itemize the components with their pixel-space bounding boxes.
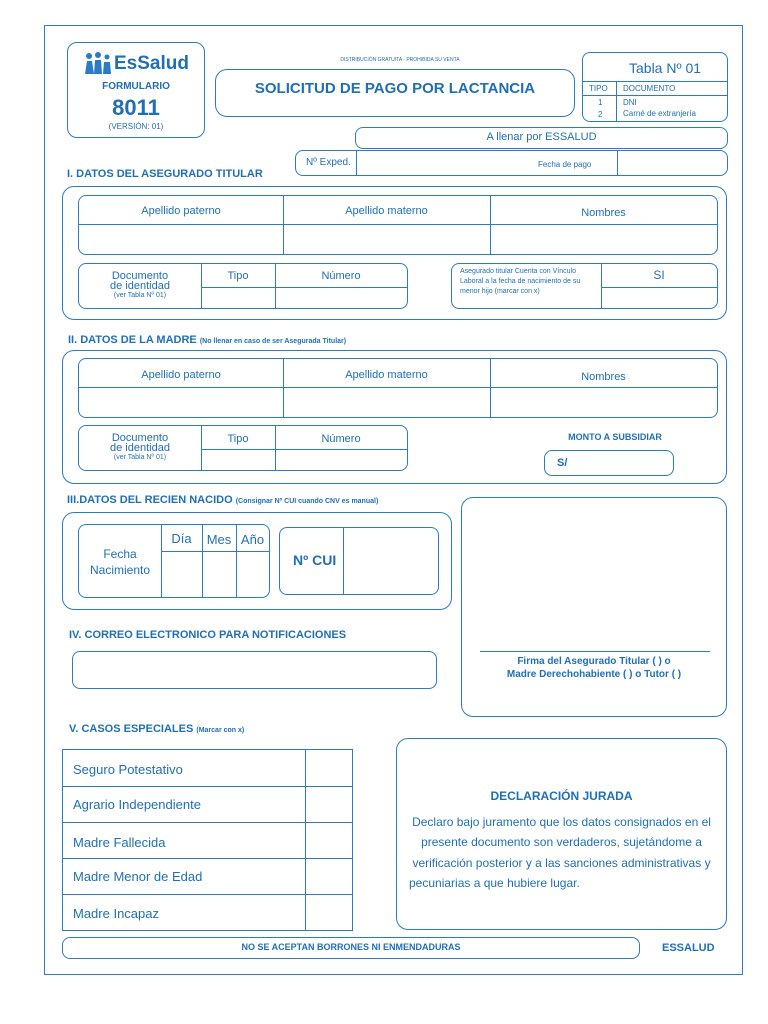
moneda-label: S/ — [557, 457, 568, 469]
declaracion-title: DECLARACIÓN JURADA — [490, 789, 633, 803]
section-3-heading: III.DATOS DEL RECIEN NACIDO — [67, 494, 233, 506]
dia-label: Día — [171, 531, 192, 546]
mes-label: Mes — [206, 532, 232, 547]
section-4-title: IV. CORREO ELECTRONICO PARA NOTIFICACIONES — [69, 629, 347, 641]
aviso-text: NO SE ACEPTAN BORRONES NI ENMENDADURAS — [241, 942, 461, 952]
form-version: (VERSIÓN: 01) — [108, 122, 164, 131]
tabla-row-tipo: 2 — [598, 110, 603, 119]
tabla-col-tipo: TIPO — [589, 84, 608, 93]
section-3-note: (Consignar Nº CUI cuando CNV es manual) — [235, 498, 379, 505]
aviso-box — [62, 937, 640, 959]
section-3-title — [67, 494, 378, 506]
si-checkbox[interactable] — [602, 288, 716, 308]
declaracion-line: pecuniarias a que hubiere lugar. — [409, 876, 580, 890]
madre-apellido-paterno-field[interactable] — [80, 388, 282, 416]
formulario-label: FORMULARIO — [102, 81, 170, 92]
essalud-logo-icon — [84, 52, 114, 74]
si-label: SI — [653, 268, 665, 282]
numero-label: Número — [321, 270, 361, 282]
tabla-col-doc: DOCUMENTO — [623, 84, 676, 93]
nombres-label: Nombres — [581, 207, 626, 219]
vinculo-text-3: menor hijo (marcar con x) — [460, 288, 540, 295]
de-identidad-label: de identidad — [110, 280, 170, 292]
caso-label: Madre Fallecida — [73, 835, 166, 850]
madre-apellido-materno-field[interactable] — [284, 388, 489, 416]
caso-checkbox[interactable] — [306, 751, 351, 785]
declaracion-line: presente documento son verdaderos, sujetándome a — [421, 835, 702, 849]
tabla-title: Tabla Nº 01 — [629, 60, 702, 76]
section-1-title: I. DATOS DEL ASEGURADO TITULAR — [67, 168, 263, 180]
apellido-paterno-field[interactable] — [80, 225, 282, 253]
apellido-paterno-label: Apellido paterno — [141, 369, 221, 381]
vinculo-text-1: Asegurado titular Cuenta con Vínculo — [460, 268, 576, 275]
footer-brand: ESSALUD — [662, 942, 715, 954]
anio-label: Año — [240, 532, 265, 547]
section-2-title — [68, 334, 346, 346]
cui-field[interactable] — [345, 529, 437, 593]
section-5-title — [69, 723, 244, 735]
caso-checkbox[interactable] — [306, 787, 351, 821]
madre-tipo-field[interactable] — [202, 450, 274, 470]
ver-tabla-note: (ver Tabla Nº 01) — [113, 292, 167, 299]
title-box — [215, 69, 575, 117]
mes-field[interactable] — [203, 552, 234, 596]
documento-label: Documento — [111, 270, 169, 282]
caso-label: Agrario Independiente — [73, 797, 201, 812]
section-2-note: (No llenar en caso de ser Asegurada Titular) — [199, 338, 347, 345]
madre-nombres-field[interactable] — [491, 388, 716, 416]
section-2-heading: II. DATOS DE LA MADRE — [68, 334, 197, 346]
cui-label: Nº CUI — [293, 552, 337, 568]
tipo-field[interactable] — [202, 288, 274, 308]
exped-box[interactable] — [295, 150, 728, 176]
numero-field[interactable] — [276, 288, 406, 308]
section-5-heading: V. CASOS ESPECIALES — [69, 723, 194, 735]
tabla-row-doc: Carné de extranjería — [623, 109, 696, 118]
monto-label: MONTO A SUBSIDIAR — [568, 432, 662, 442]
caso-checkbox[interactable] — [306, 823, 351, 857]
nacimiento-label: Nacimiento — [89, 563, 151, 577]
dia-field[interactable] — [162, 552, 200, 596]
firma-label-2: Madre Derechohabiente ( ) o Tutor ( ) — [506, 669, 682, 680]
tabla-row-doc: DNI — [623, 98, 637, 107]
documento-label: Documento — [111, 432, 169, 444]
caso-checkbox[interactable] — [306, 859, 351, 893]
apellido-paterno-label: Apellido paterno — [141, 205, 221, 217]
numero-label: Número — [321, 433, 361, 445]
form-title: SOLICITUD DE PAGO POR LACTANCIA — [254, 80, 536, 97]
monto-field[interactable] — [544, 450, 674, 476]
nombres-field[interactable] — [491, 225, 716, 253]
logo-box — [67, 42, 205, 138]
declaracion-line: verificación posterior y a las sanciones administrativas y — [412, 856, 711, 870]
fecha-pago-label: Fecha de pago — [538, 160, 592, 169]
firma-label-1: Firma del Asegurado Titular ( ) o — [517, 656, 671, 667]
essalud-fill-title: A llenar por ESSALUD — [486, 131, 597, 143]
firma-area[interactable] — [480, 506, 710, 648]
tipo-label: Tipo — [227, 433, 249, 445]
caso-label: Seguro Potestativo — [73, 762, 183, 777]
essalud-fill-box — [355, 127, 728, 149]
exped-label: Nº Exped. — [306, 157, 351, 168]
de-identidad-label: de identidad — [110, 442, 170, 454]
email-field[interactable] — [72, 651, 437, 689]
tabla-row-tipo: 1 — [598, 98, 603, 107]
section-5-note: (Marcar con x) — [196, 727, 245, 734]
declaracion-line: Declaro bajo juramento que los datos consignados en el — [412, 815, 711, 829]
caso-label: Madre Menor de Edad — [73, 869, 203, 884]
madre-numero-field[interactable] — [276, 450, 406, 470]
form-number: 8011 — [112, 95, 160, 120]
firma-box — [461, 497, 727, 717]
anio-field[interactable] — [237, 552, 268, 596]
ver-tabla-note: (ver Tabla Nº 01) — [113, 454, 167, 461]
caso-label: Madre Incapaz — [73, 906, 159, 921]
apellido-materno-label: Apellido materno — [345, 369, 428, 381]
tabla-01 — [582, 52, 728, 122]
tipo-label: Tipo — [227, 270, 249, 282]
fecha-label: Fecha — [103, 547, 137, 561]
nombres-label: Nombres — [581, 371, 626, 383]
apellido-materno-label: Apellido materno — [345, 205, 428, 217]
apellido-materno-field[interactable] — [284, 225, 489, 253]
declaracion-box — [396, 738, 727, 930]
vinculo-text-2: Laboral a la fecha de nacimiento de su — [460, 278, 581, 285]
caso-checkbox[interactable] — [306, 895, 351, 929]
logo-text: EsSalud — [114, 53, 189, 74]
distribution-note: DISTRIBUCIÓN GRATUITA - PROHIBIDA SU VENTA — [340, 57, 460, 63]
